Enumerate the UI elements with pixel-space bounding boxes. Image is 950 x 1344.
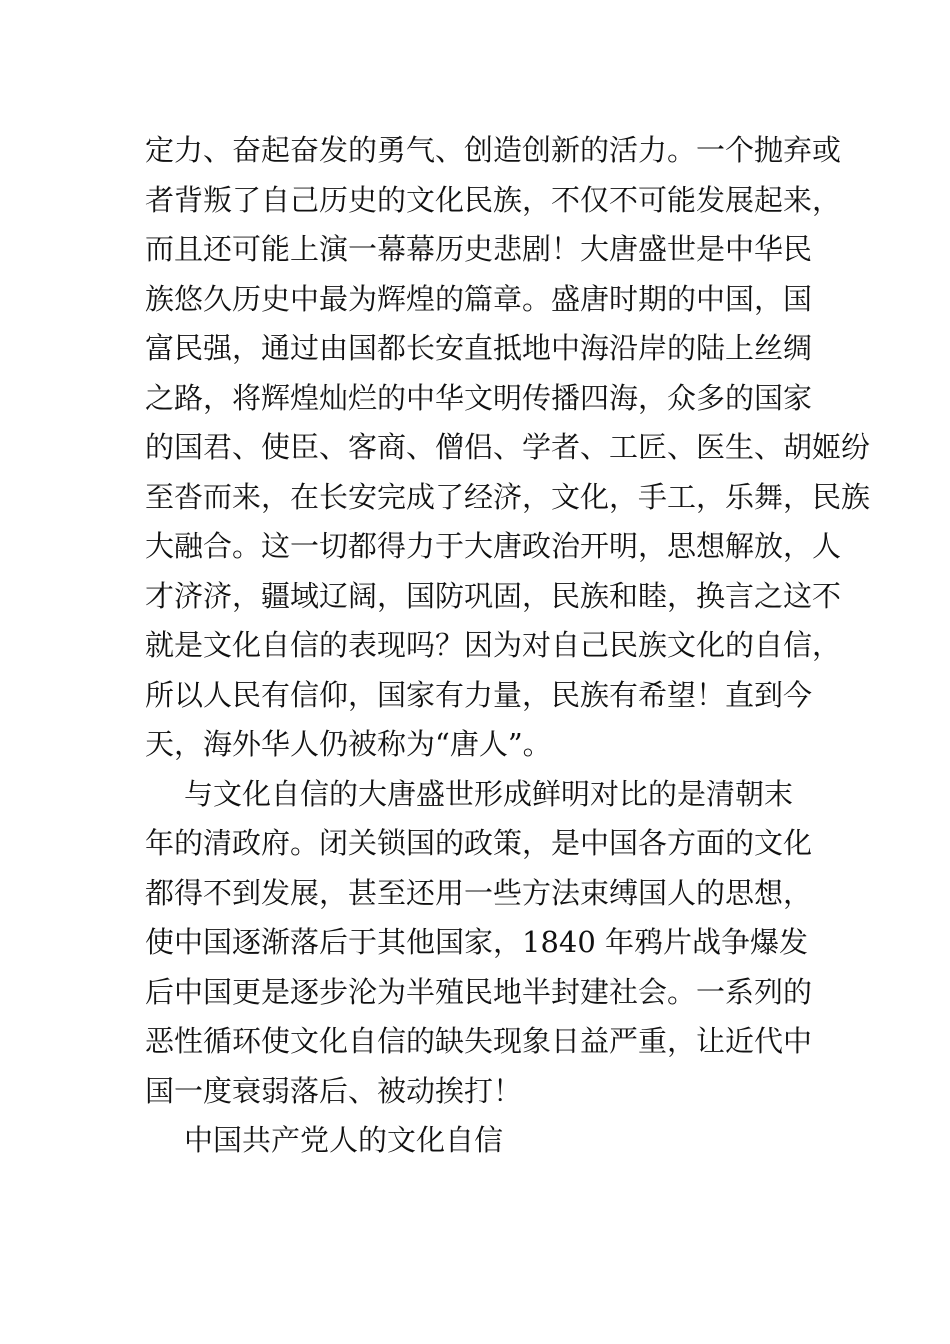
text-line: 至沓而来，在长安完成了经济，文化，手工，乐舞，民族 <box>145 479 871 514</box>
text-line: 后中国更是逐步沦为半殖民地半封建社会。一系列的 <box>145 974 813 1009</box>
text-line: 才济济，疆域辽阔，国防巩固，民族和睦，换言之这不 <box>145 578 842 613</box>
body-text <box>145 126 871 1166</box>
text-line: 族悠久历史中最为辉煌的篇章。盛唐时期的中国，国 <box>145 281 813 316</box>
text-line: 国一度衰弱落后、被动挨打！ <box>145 1073 523 1108</box>
text-line: 年的清政府。闭关锁国的政策，是中国各方面的文化 <box>145 826 813 860</box>
text-line: 所以人民有信仰，国家有力量，民族有希望！直到今 <box>145 677 813 712</box>
text-line: 天，海外华人仍被称为“唐人”。 <box>145 727 552 761</box>
text-line: 与文化自信的大唐盛世形成鲜明对比的是清朝末 <box>184 776 794 811</box>
text-line: 者背叛了自己历史的文化民族，不仅不可能发展起来， <box>145 182 842 217</box>
text-line: 使中国逐渐落后于其他国家，1840 年鸦片战争爆发 <box>145 925 809 959</box>
text-line: 就是文化自信的表现吗？因为对自己民族文化的自信， <box>145 628 842 662</box>
section-heading: 中国共产党人的文化自信 <box>184 1123 504 1157</box>
text-line: 大融合。这一切都得力于大唐政治开明，思想解放，人 <box>145 529 842 563</box>
text-line: 的国君、使臣、客商、僧侣、学者、工匠、医生、胡姬纷 <box>145 430 871 464</box>
text-line: 都得不到发展，甚至还用一些方法束缚国人的思想， <box>145 875 813 910</box>
text-line: 定力、奋起奋发的勇气、创造创新的活力。一个抛弃或 <box>145 133 842 167</box>
text-line: 之路，将辉煌灿烂的中华文明传播四海，众多的国家 <box>145 380 813 415</box>
text-line: 而且还可能上演一幕幕历史悲剧！大唐盛世是中华民 <box>145 232 813 266</box>
text-line: 恶性循环使文化自信的缺失现象日益严重，让近代中 <box>145 1024 813 1058</box>
text-line: 富民强，通过由国都长安直抵地中海沿岸的陆上丝绸 <box>145 331 813 365</box>
